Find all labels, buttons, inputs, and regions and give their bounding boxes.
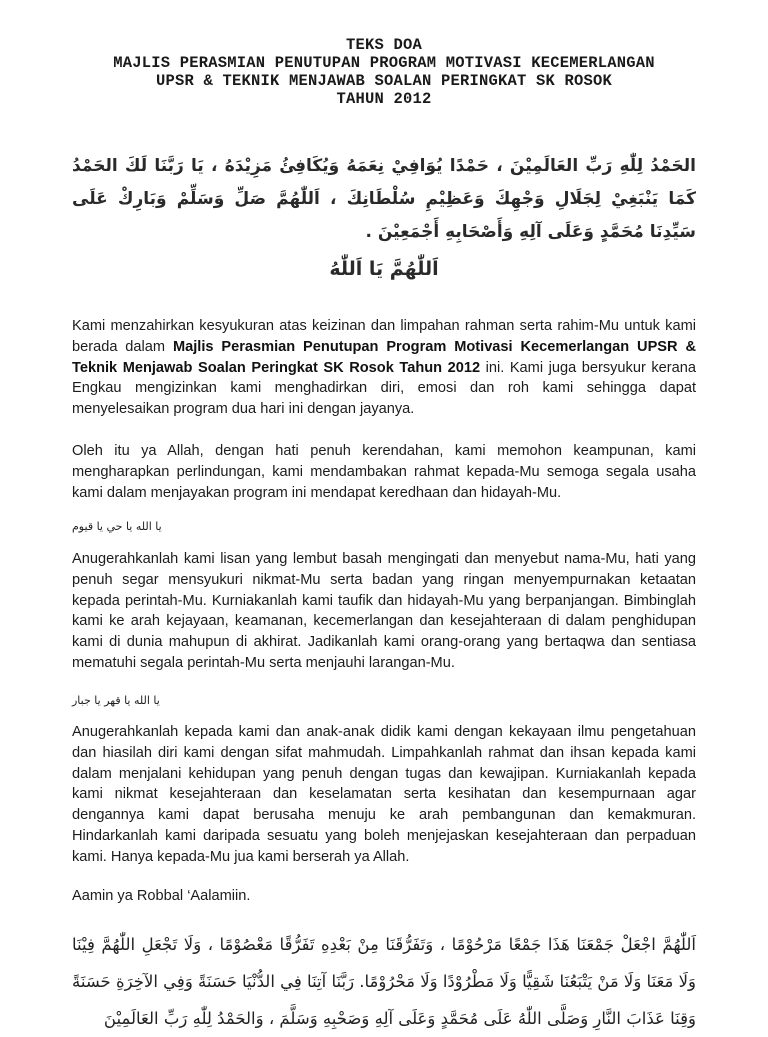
document-title: [0, 36, 768, 108]
paragraph-gratitude-rest: ini. Kami juga bersyukur kerana Engkau mengizinkan kami menghadirkan diri, emosi dan roh kami sehingga dapat menyelesaikan program dua hari ini dengan jayanya.: [72, 359, 696, 418]
paragraph-gratitude: [72, 316, 696, 420]
title-line-2: MAJLIS PERASMIAN PENUTUPAN PROGRAM MOTIVASI KECEMERLANGAN: [113, 54, 655, 72]
paragraph-supplication-1: Anugerahkanlah kami lisan yang lembut basah mengingati dan menyebut nama-Mu, hati yang penuh segar mensyukuri nikmat-Mu serta badan yang ringan menyempurnakan ketaatan kepada perintah-Mu. Kurniakanlah kami taufik dan hidayah-Mu yang berpanjangan. Bimbinglah kami ke arah kejayaan, keamanan, kecemerlangan dan kesejahteraan di dalam penghidupan kami di dunia mahupun di akhirat. Jadikanlah kami orang-orang yang bertaqwa dan sentiasa mematuhi segala perintah-Mu serta menjauhi larangan-Mu.: [72, 551, 696, 671]
title-line-3: UPSR & TEKNIK MENJAWAB SOALAN PERINGKAT SK ROSOK: [155, 72, 613, 90]
asma-ul-husna-line-1: يا الله يا حي يا قيوم: [72, 520, 162, 533]
event-name-bold: Majlis Perasmian Penutupan Program Motivasi Kecemerlangan UPSR & Teknik Menjawab Soalan Peringkat SK Rosok Tahun 2012: [72, 338, 696, 376]
closing-amin: Aamin ya Robbal ‘Aalamiin.: [72, 888, 251, 904]
paragraph-gratitude-intro: Kami menzahirkan kesyukuran atas keizinan dan limpahan rahman serta rahim-Mu untuk kami berada dalam: [72, 318, 696, 355]
title-line-4: TAHUN 2012: [336, 90, 432, 108]
arabic-invocation: اَللّٰهُمَّ يَا اَللّٰهُ: [329, 258, 439, 280]
asma-ul-husna-line-2: يا الله يا قهر يا جبار: [72, 694, 160, 707]
arabic-closing-prayer: اَللّٰهُمَّ اجْعَلْ جَمْعَنَا هَذَا جَمْعًا مَرْحُوْمًا ، وَتَفَرُّقَنَا مِنْ بَعْدِهِ تَفَرُّقًا مَعْصُوْمًا ، وَلَا تَجْعَلِ اللّٰهُمَّ فِيْنَا وَلَا مَعَنَا وَلَا مَنْ يَتْبَعُنَا شَقِيًّا وَلَا مَطْرُوْدًا وَلَا مَحْرُوْمًا. رَبَّنَا آتِنَا فِي الدُّنْيَا حَسَنَةً وَفِي الآخِرَةِ حَسَنَةً وَقِنَا عَذَابَ النَّارِ وَصَلَّى اللّٰهُ عَلَى مُحَمَّدٍ وَعَلَى آلِهِ وَصَحْبِهِ وَسَلَّمَ ، وَالحَمْدُ لِلّٰهِ رَبِّ العَالَمِيْنَ: [72, 935, 696, 1028]
paragraph-plea: Oleh itu ya Allah, dengan hati penuh kerendahan, kami memohon keampunan, kami mengharapkan perlindungan, kami mendambakan rahmat kepada-Mu semoga segala usaha kami dalam menjayakan program ini mendapat keredhaan dan hidayah-Mu.: [72, 443, 696, 501]
arabic-opening-praise: الحَمْدُ لِلّٰهِ رَبِّ العَالَمِيْنَ ، حَمْدًا يُوَافِيْ نِعَمَهُ وَيُكَافِئُ مَزِيْدَهُ ، يَا رَبَّنَا لَكَ الحَمْدُ كَمَا يَنْبَغِيْ لِجَلَالِ وَجْهِكَ وَعَظِيْمِ سُلْطَانِكَ ، اَللّٰهُمَّ صَلِّ وَسَلِّمْ وَبَارِكْ عَلَى سَيِّدِنَا مُحَمَّدٍ وَعَلَى آلِهِ وَأَصْحَابِهِ أَجْمَعِيْنَ .: [72, 156, 696, 242]
title-line-1: TEKS DOA: [345, 36, 422, 54]
paragraph-supplication-2: Anugerahkanlah kepada kami dan anak-anak didik kami dengan kekayaan ilmu pengetahuan dan hiasilah diri kami dengan sifat mahmudah. Limpahkanlah rahmat dan ihsan kepada kami dalam menjalani kehidupan yang penuh dengan tugas dan kewajipan. Kurniakanlah kepada kami nikmat kesejahteraan dan keselamatan serta kesihatan dan kesempurnaan agar dengannya kami dapat berusaha menuju ke arah pembangunan dan kemakmuran. Hindarkanlah kami daripada sesuatu yang boleh menjejaskan kesejahteraan dan perpaduan kami. Hanya kepada-Mu jua kami berserah ya Allah.: [72, 724, 696, 865]
